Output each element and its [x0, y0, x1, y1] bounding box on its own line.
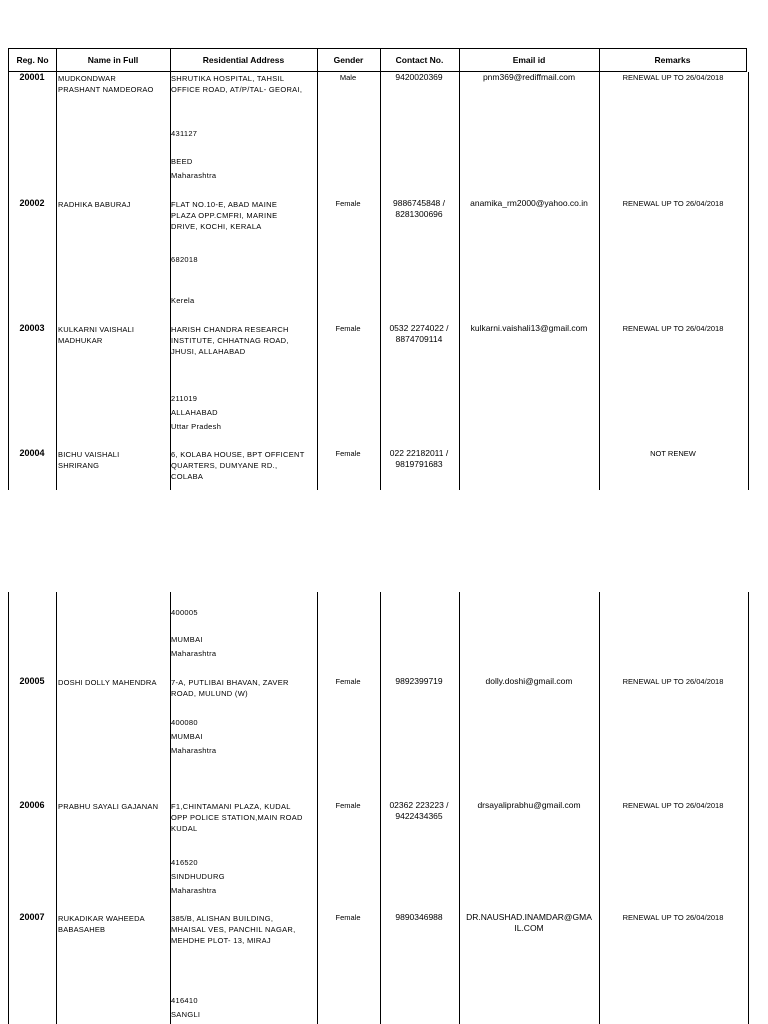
address-pin: 416520 — [171, 858, 198, 867]
contact-line: 9890346988 — [395, 912, 443, 922]
contact-line: 9892399719 — [395, 676, 443, 686]
address-line: ROAD, MULUND (W) — [171, 689, 248, 698]
name-line: BICHU VAISHALI — [58, 450, 120, 459]
contact-line: 9819791683 — [395, 459, 443, 469]
address-state: Maharashtra — [171, 746, 217, 755]
address-state: Kerela — [171, 296, 195, 305]
email-line: kulkarni.vaishali13@gmail.com — [470, 323, 588, 333]
name-line: MADHUKAR — [58, 336, 103, 345]
email-line: DR.NAUSHAD.INAMDAR@GMA — [466, 912, 592, 922]
address-pin: 416410 — [171, 996, 198, 1005]
remarks-cell: RENEWAL UP TO 26/04/2018 — [622, 324, 724, 333]
address-city: BEED — [171, 157, 193, 166]
address-line: KUDAL — [171, 824, 198, 833]
address-line: SHRUTIKA HOSPITAL, TAHSIL — [171, 74, 285, 83]
address-city: SANGLI — [171, 1010, 201, 1019]
contact-line: 8281300696 — [395, 209, 443, 219]
reg-no-cell: 20001 — [19, 72, 45, 82]
gender-cell: Female — [335, 801, 361, 810]
reg-no-cell: 20007 — [19, 912, 45, 922]
address-state: Maharashtra — [171, 886, 217, 895]
col-header-contact: Contact No. — [395, 55, 444, 65]
address-line: INSTITUTE, CHHATNAG ROAD, — [171, 336, 289, 345]
address-line: 7-A, PUTLIBAI BHAVAN, ZAVER — [171, 678, 289, 687]
address-city: MUMBAI — [171, 732, 203, 741]
gender-cell: Female — [335, 677, 361, 686]
name-line: DOSHI DOLLY MAHENDRA — [58, 678, 157, 687]
address-line: COLABA — [171, 472, 204, 481]
address-state: Maharashtra — [171, 171, 217, 180]
reg-no-cell: 20005 — [19, 676, 45, 686]
contact-line: 02362 223223 / — [389, 800, 449, 810]
contact-line: 022 22182011 / — [389, 448, 449, 458]
address-city: MUMBAI — [171, 635, 203, 644]
address-pin: 400080 — [171, 718, 198, 727]
address-state: Maharashtra — [171, 649, 217, 658]
contact-line: 9420020369 — [395, 72, 443, 82]
address-pin: 431127 — [171, 129, 198, 138]
address-line: MHAISAL VES, PANCHIL NAGAR, — [171, 925, 296, 934]
remarks-cell: RENEWAL UP TO 26/04/2018 — [622, 677, 724, 686]
remarks-cell: RENEWAL UP TO 26/04/2018 — [622, 73, 724, 82]
address-line: OPP POLICE STATION,MAIN ROAD — [171, 813, 303, 822]
contact-line: 8874709114 — [395, 334, 443, 344]
remarks-cell: NOT RENEW — [650, 449, 696, 458]
address-pin: 211019 — [171, 394, 198, 403]
col-header-gender: Gender — [333, 55, 364, 65]
address-line: OFFICE ROAD, AT/P/TAL- GEORAI, — [171, 85, 303, 94]
address-line: F1,CHINTAMANI PLAZA, KUDAL — [171, 802, 291, 811]
gender-cell: Male — [339, 73, 357, 82]
address-state: Uttar Pradesh — [171, 422, 222, 431]
remarks-cell: RENEWAL UP TO 26/04/2018 — [622, 199, 724, 208]
contact-line: 0532 2274022 / — [389, 323, 449, 333]
col-header-reg-no: Reg. No — [16, 55, 49, 65]
table-body-page-1 — [8, 72, 749, 490]
reg-no-cell: 20004 — [19, 448, 45, 458]
table-header — [8, 48, 747, 72]
name-line: MUDKONDWAR — [58, 74, 116, 83]
email-line: pnm369@rediffmail.com — [482, 72, 576, 82]
address-city: ALLAHABAD — [171, 408, 218, 417]
address-city: SINDHUDURG — [171, 872, 225, 881]
reg-no-cell: 20003 — [19, 323, 45, 333]
contact-line: 9886745848 / — [393, 198, 445, 208]
address-line: QUARTERS, DUMYANE RD., — [171, 461, 278, 470]
name-line: SHRIRANG — [58, 461, 100, 470]
name-line: PRABHU SAYALI GAJANAN — [58, 802, 159, 811]
gender-cell: Female — [335, 199, 361, 208]
address-line: FLAT NO.10-E, ABAD MAINE — [171, 200, 278, 209]
address-line: HARISH CHANDRA RESEARCH — [171, 325, 289, 334]
gender-cell: Female — [335, 449, 361, 458]
email-line: IL.COM — [514, 923, 544, 933]
contact-line: 9422434365 — [395, 811, 443, 821]
address-pin: 400005 — [171, 608, 198, 617]
address-line: JHUSI, ALLAHABAD — [171, 347, 246, 356]
email-line: drsayaliprabhu@gmail.com — [477, 800, 581, 810]
name-line: BABASAHEB — [58, 925, 106, 934]
name-line: KULKARNI VAISHALI — [58, 325, 135, 334]
address-line: DRIVE, KOCHI, KERALA — [171, 222, 262, 231]
remarks-cell: RENEWAL UP TO 26/04/2018 — [622, 801, 724, 810]
name-line: RADHIKA BABURAJ — [58, 200, 131, 209]
gender-cell: Female — [335, 913, 361, 922]
reg-no-cell: 20002 — [19, 198, 45, 208]
email-line: dolly.doshi@gmail.com — [485, 676, 573, 686]
address-pin: 682018 — [171, 255, 198, 264]
email-line: anamika_rm2000@yahoo.co.in — [470, 198, 588, 208]
address-line: MEHDHE PLOT- 13, MIRAJ — [171, 936, 271, 945]
reg-no-cell: 20006 — [19, 800, 45, 810]
remarks-cell: RENEWAL UP TO 26/04/2018 — [622, 913, 724, 922]
gender-cell: Female — [335, 324, 361, 333]
col-header-email: Email id — [512, 55, 546, 65]
name-line: RUKADIKAR WAHEEDA — [58, 914, 145, 923]
address-line: 385/B, ALISHAN BUILDING, — [171, 914, 274, 923]
address-line: 6, KOLABA HOUSE, BPT OFFICENT — [171, 450, 305, 459]
col-header-name: Name in Full — [87, 55, 139, 65]
name-line: PRASHANT NAMDEORAO — [58, 85, 154, 94]
col-header-address: Residential Address — [202, 55, 285, 65]
col-header-remarks: Remarks — [654, 55, 691, 65]
address-line: PLAZA OPP.CMFRI, MARINE — [171, 211, 278, 220]
